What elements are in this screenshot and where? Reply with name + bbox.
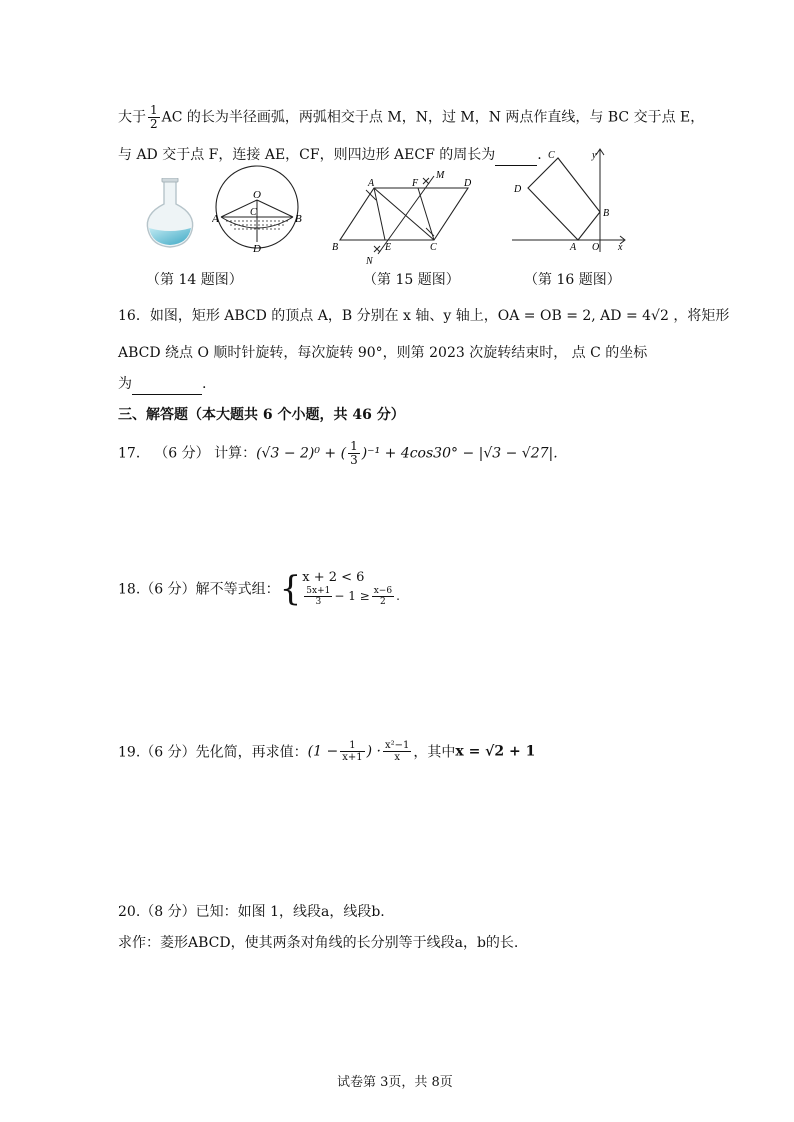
q16-line-1: 16．如图，矩形 ABCD 的顶点 A，B 分别在 x 轴、y 轴上，OA = OB = 2, AD = 4√2 ，将矩形 (118, 308, 730, 324)
q15-line-2 (118, 145, 542, 166)
q16-line-3 (118, 374, 206, 395)
fraction-numerator: x²−1 (384, 740, 410, 751)
label-M: M (436, 170, 445, 181)
fraction-denominator: x+1 (342, 752, 363, 763)
q15-text: 与 AD 交于点 F，连接 AE，CF，则四边形 AECF 的周长为 (118, 147, 496, 163)
fraction-numerator: 5x+1 (306, 586, 331, 596)
label-O: O (592, 242, 600, 253)
q19-prefix: 19.（6 分）先化简，再求值： (118, 744, 308, 761)
label-D: D (253, 243, 261, 255)
fraction-denominator: 3 (315, 597, 322, 607)
label-C: C (548, 150, 555, 161)
fraction-denominator: x (394, 752, 400, 763)
q20-line-1: 20.（8 分）已知：如图 1，线段a，线段b. (118, 904, 385, 920)
section-heading: 三、解答题（本大题共 6 个小题，共 46 分） (118, 407, 405, 423)
fraction-numerator: 1 (340, 740, 364, 752)
label-D: D (464, 178, 472, 189)
figure-16-axes (508, 146, 630, 256)
q16-line-2: ABCD 绕点 O 顺时针旋转，每次旋转 90°，则第 2023 次旋转结束时， 点 C 的坐标 (118, 345, 648, 361)
label-A: A (570, 242, 577, 253)
fraction-denominator: 2 (380, 597, 386, 607)
q18 (118, 570, 400, 607)
fraction-numerator: 1 (150, 103, 158, 117)
q19 (118, 740, 535, 763)
q17-prefix: 17． （6 分） 计算： (118, 445, 257, 462)
fraction (348, 440, 360, 467)
brace-icon: { (279, 568, 302, 609)
q19-text: ，其中 (413, 744, 456, 761)
label-D: D (514, 184, 522, 195)
inequality-system (302, 570, 400, 607)
q19-expression: (1 − (307, 743, 339, 760)
label-E: E (385, 242, 392, 253)
inequality-text: − 1 ≥ (334, 589, 370, 603)
label-N: N (366, 256, 373, 266)
inequality-2 (302, 586, 400, 607)
fraction (148, 104, 160, 131)
fraction (340, 740, 364, 763)
q16-text: 为 (118, 376, 132, 392)
q16-text: . (202, 376, 207, 392)
label-A: A (368, 178, 375, 189)
fig15-caption: （第 15 题图） (363, 272, 460, 288)
inequality-1: x + 2 < 6 (302, 570, 365, 585)
figure-15-parallelogram (330, 168, 480, 266)
label-y: y (592, 150, 597, 161)
fraction-numerator: 1 (350, 439, 358, 453)
fraction (304, 586, 332, 607)
q15-text: . (537, 147, 542, 163)
q19-value: x = √2 + 1 (455, 743, 536, 760)
page-footer: 试卷第 3页，共 8页 (337, 1075, 453, 1090)
q17 (118, 440, 558, 467)
label-C: C (430, 242, 437, 253)
flask-image (140, 178, 200, 250)
label-A: A (212, 213, 219, 225)
fraction (372, 586, 394, 607)
fraction-denominator: 2 (150, 117, 158, 131)
label-B: B (332, 242, 339, 253)
q17-expression: )⁻¹ + 4cos30° − |√3 − √27|. (361, 445, 558, 462)
q15-line-1 (118, 104, 704, 131)
fig14-caption: （第 14 题图） (146, 272, 243, 288)
q15-text: 大于 (118, 109, 146, 126)
q17-expression: (√3 − 2)⁰ + ( (256, 445, 347, 462)
inequality-text: . (396, 589, 400, 603)
q19-expression: ) · (366, 743, 381, 760)
fraction-denominator: 3 (350, 453, 358, 467)
fig16-caption: （第 16 题图） (524, 272, 621, 288)
figure-14-circle (212, 164, 302, 256)
q18-prefix: 18.（6 分）解不等式组： (118, 581, 280, 598)
q15-text: AC 的长为半径画弧，两弧相交于点 M，N，过 M，N 两点作直线，与 BC 交于点 E， (161, 109, 705, 126)
fraction (383, 740, 411, 763)
label-F: F (412, 178, 419, 189)
label-B: B (603, 208, 610, 219)
label-O: O (253, 189, 261, 201)
label-C: C (250, 207, 257, 218)
label-B: B (295, 213, 302, 225)
label-x: x (618, 242, 623, 253)
answer-blank (132, 374, 202, 395)
q20-line-2: 求作：菱形ABCD，使其两条对角线的长分别等于线段a，b的长. (118, 935, 519, 951)
fraction-numerator: x−6 (373, 586, 393, 596)
